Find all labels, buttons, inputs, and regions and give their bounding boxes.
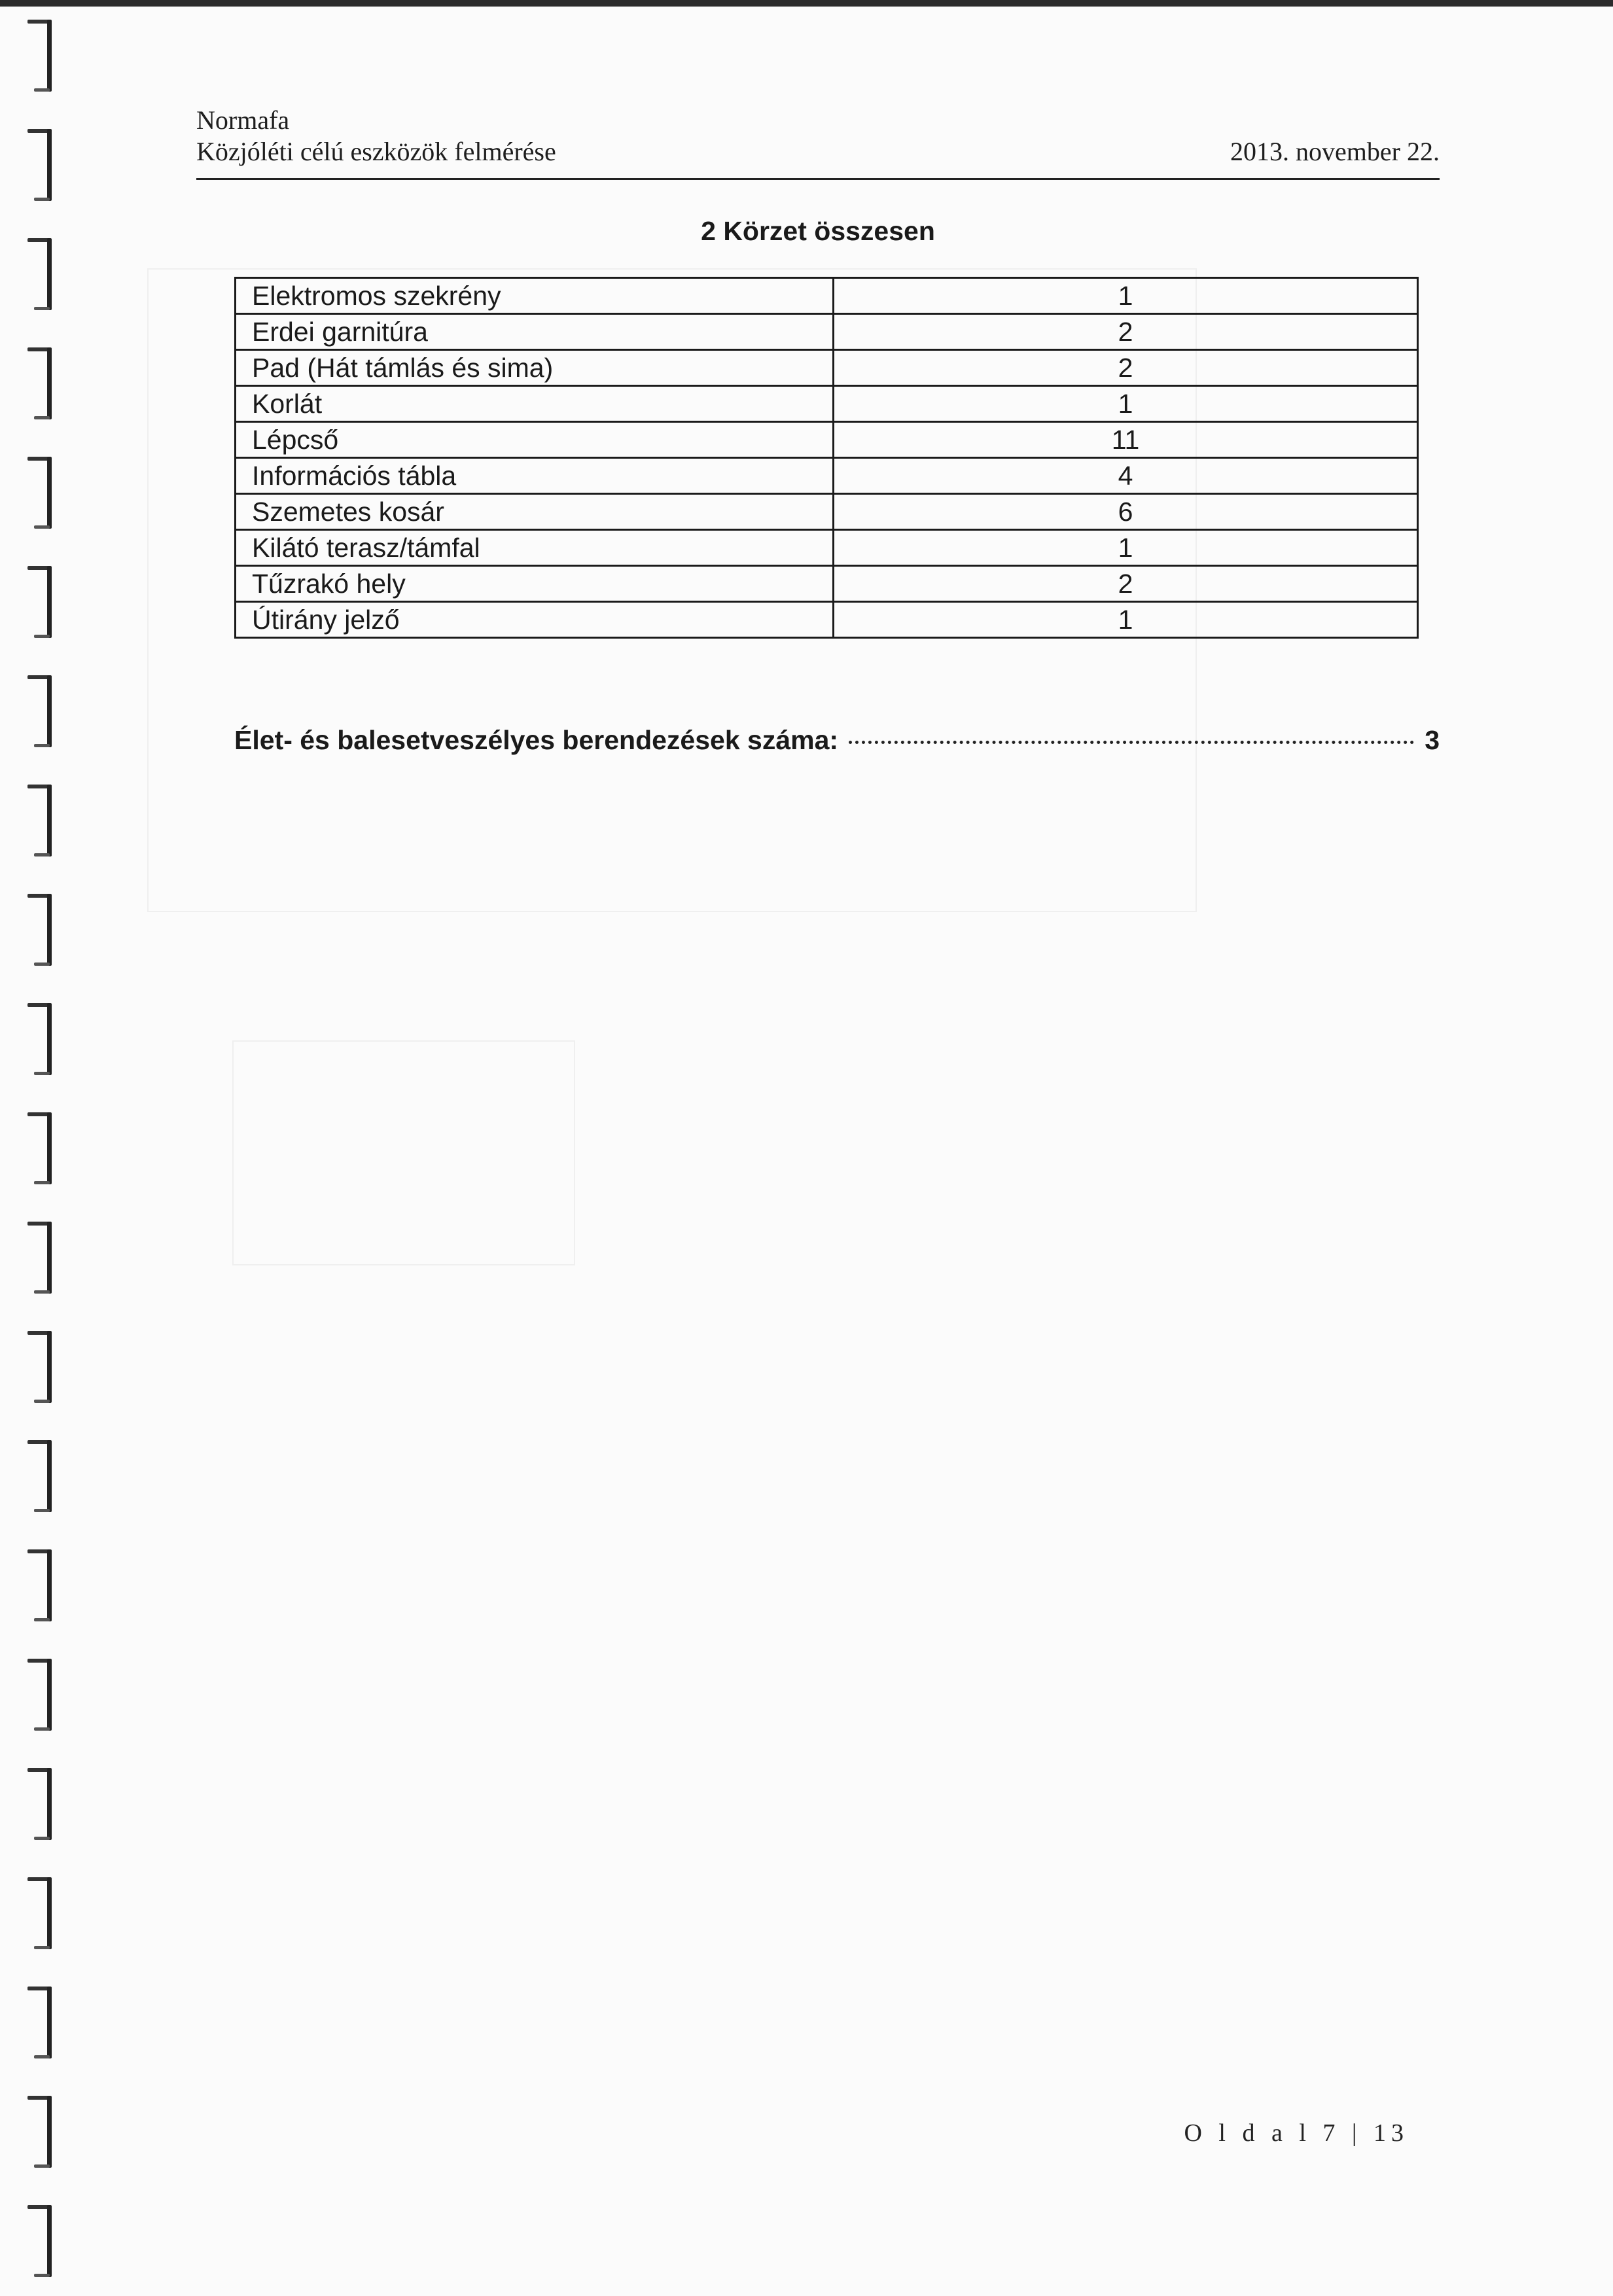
binding-ring-icon — [25, 1549, 64, 1621]
item-count-cell: 11 — [834, 422, 1418, 458]
table-row — [236, 278, 1418, 314]
binding-ring-icon — [25, 457, 64, 529]
spiral-binding — [0, 0, 72, 2296]
binding-ring-icon — [25, 1440, 64, 1512]
table-row — [236, 350, 1418, 386]
item-name-cell: Kilátó terasz/támfal — [236, 530, 834, 566]
table-row — [236, 386, 1418, 422]
item-name-cell: Elektromos szekrény — [236, 278, 834, 314]
item-count-cell: 6 — [834, 494, 1418, 530]
binding-ring-icon — [25, 785, 64, 857]
item-name-cell: Erdei garnitúra — [236, 314, 834, 350]
item-count-cell: 1 — [834, 602, 1418, 638]
table-row — [236, 602, 1418, 638]
danger-count-line — [234, 725, 1440, 756]
item-name-cell: Útirány jelző — [236, 602, 834, 638]
item-count-cell: 1 — [834, 386, 1418, 422]
table-row — [236, 566, 1418, 602]
binding-ring-icon — [25, 1987, 64, 2058]
item-count-cell: 2 — [834, 350, 1418, 386]
item-count-cell: 2 — [834, 314, 1418, 350]
binding-ring-icon — [25, 238, 64, 310]
item-count-cell: 2 — [834, 566, 1418, 602]
binding-ring-icon — [25, 347, 64, 419]
binding-ring-icon — [25, 566, 64, 638]
bleed-through-table-lower — [232, 1040, 575, 1265]
item-count-cell: 1 — [834, 530, 1418, 566]
item-name-cell: Információs tábla — [236, 458, 834, 494]
table-row — [236, 494, 1418, 530]
danger-count-label: Élet- és balesetveszélyes berendezések száma: — [234, 725, 839, 755]
page-header — [196, 105, 1440, 169]
summary-table — [234, 277, 1419, 639]
page-number: O l d a l 7 | 13 — [1184, 2119, 1409, 2147]
binding-ring-icon — [25, 1222, 64, 1294]
binding-ring-icon — [25, 1003, 64, 1075]
table-row — [236, 422, 1418, 458]
item-name-cell: Pad (Hát támlás és sima) — [236, 350, 834, 386]
binding-ring-icon — [25, 2205, 64, 2277]
binding-ring-icon — [25, 2096, 64, 2168]
table-row — [236, 530, 1418, 566]
item-name-cell: Szemetes kosár — [236, 494, 834, 530]
binding-ring-icon — [25, 1877, 64, 1949]
table-row — [236, 314, 1418, 350]
item-name-cell: Tűzrakó hely — [236, 566, 834, 602]
binding-ring-icon — [25, 1768, 64, 1840]
dot-leader — [849, 741, 1414, 744]
binding-ring-icon — [25, 129, 64, 201]
item-count-cell: 4 — [834, 458, 1418, 494]
table-row — [236, 458, 1418, 494]
binding-ring-icon — [25, 675, 64, 747]
binding-ring-icon — [25, 1659, 64, 1731]
scan-top-edge — [0, 0, 1613, 7]
header-date: 2013. november 22. — [1230, 137, 1440, 166]
binding-ring-icon — [25, 894, 64, 966]
binding-ring-icon — [25, 20, 64, 92]
header-rule — [196, 178, 1440, 180]
header-org: Normafa — [196, 105, 290, 135]
binding-ring-icon — [25, 1331, 64, 1403]
item-count-cell: 1 — [834, 278, 1418, 314]
danger-count-value: 3 — [1425, 725, 1440, 755]
summary-table-body — [236, 278, 1418, 638]
binding-ring-icon — [25, 1112, 64, 1184]
item-name-cell: Korlát — [236, 386, 834, 422]
section-title: 2 Körzet összesen — [701, 216, 935, 246]
item-name-cell: Lépcső — [236, 422, 834, 458]
header-subtitle: Közjóléti célú eszközök felmérése — [196, 137, 556, 166]
